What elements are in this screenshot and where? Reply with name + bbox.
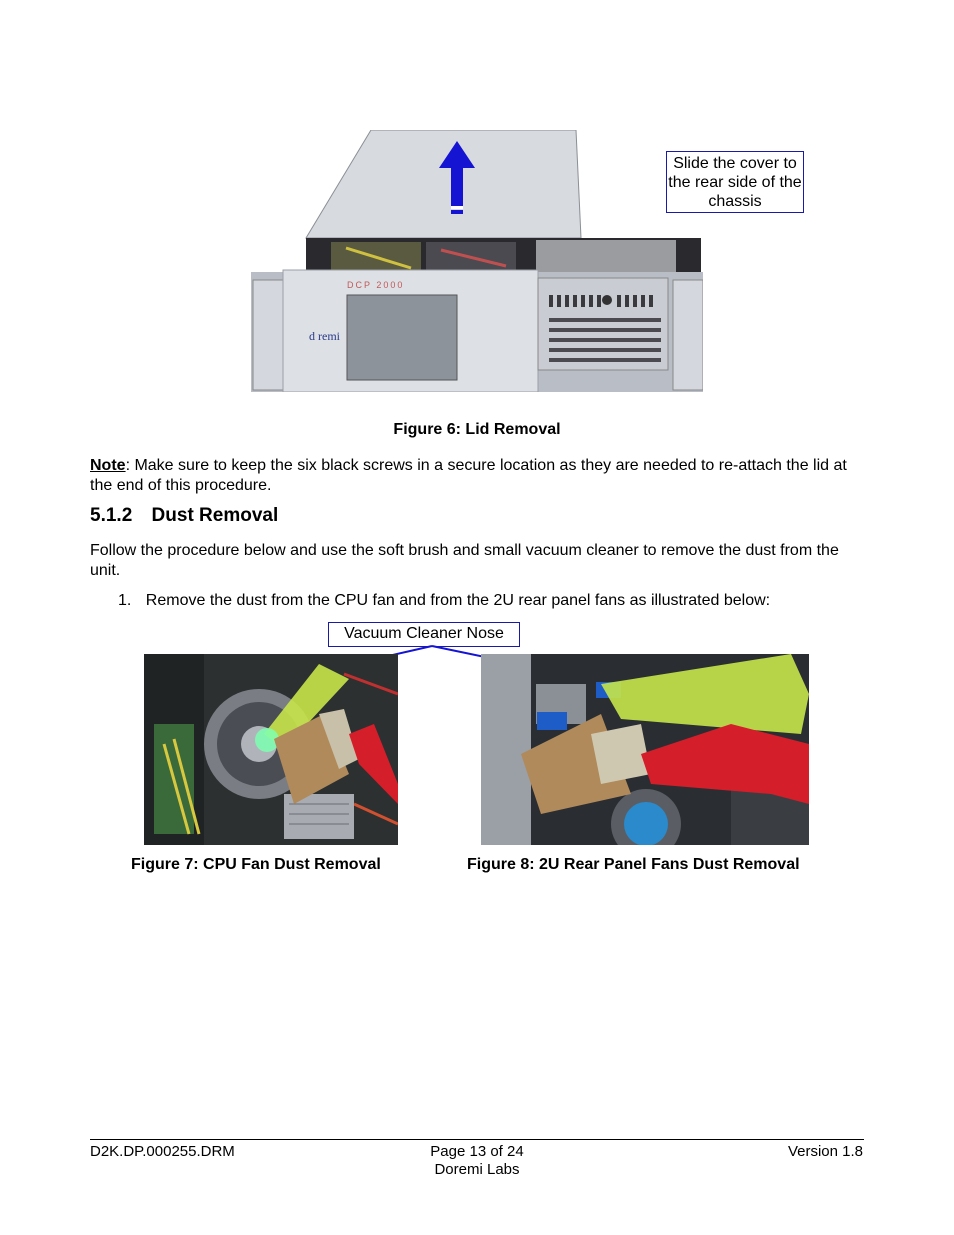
footer-divider — [90, 1139, 864, 1140]
footer-company: Doremi Labs — [434, 1161, 520, 1178]
section-number: 5.1.2 — [90, 505, 133, 526]
figure-6-chassis-photo — [251, 130, 703, 392]
figure-8-caption: Figure 8: 2U Rear Panel Fans Dust Removal — [467, 856, 800, 873]
figure-6-caption: Figure 6: Lid Removal — [393, 421, 561, 438]
footer-version: Version 1.8 — [787, 1143, 863, 1160]
footer-page-number: Page 13 of 24 — [430, 1143, 524, 1160]
section-heading — [90, 505, 278, 527]
step-number: 1. — [118, 592, 132, 609]
footer-doc-id: D2K.DP.000255.DRM — [90, 1143, 235, 1160]
bezel-brand-text: DCP 2000 — [347, 280, 405, 290]
figure-8-rear-panel-fans-photo — [481, 654, 809, 845]
step-text: Remove the dust from the CPU fan and from the 2U rear panel fans as illustrated below: — [145, 592, 771, 609]
note-paragraph — [90, 456, 865, 496]
section-intro: Follow the procedure below and use the soft brush and small vacuum cleaner to remove the dust from the unit. — [90, 542, 839, 579]
doremi-logo: d remi — [309, 329, 340, 343]
figure-7-caption: Figure 7: CPU Fan Dust Removal — [131, 856, 381, 873]
note-label: Note — [90, 457, 126, 474]
note-text: : Make sure to keep the six black screws in a secure location as they are needed to re-attach the lid at the end of this procedure. — [90, 457, 847, 494]
step-item-1 — [118, 591, 868, 611]
section-title: Dust Removal — [151, 505, 279, 526]
slide-cover-callout: Slide the cover to the rear side of the chassis — [666, 151, 804, 213]
figure-7-cpu-fan-photo — [144, 654, 398, 845]
vacuum-cleaner-nose-callout: Vacuum Cleaner Nose — [328, 622, 520, 647]
